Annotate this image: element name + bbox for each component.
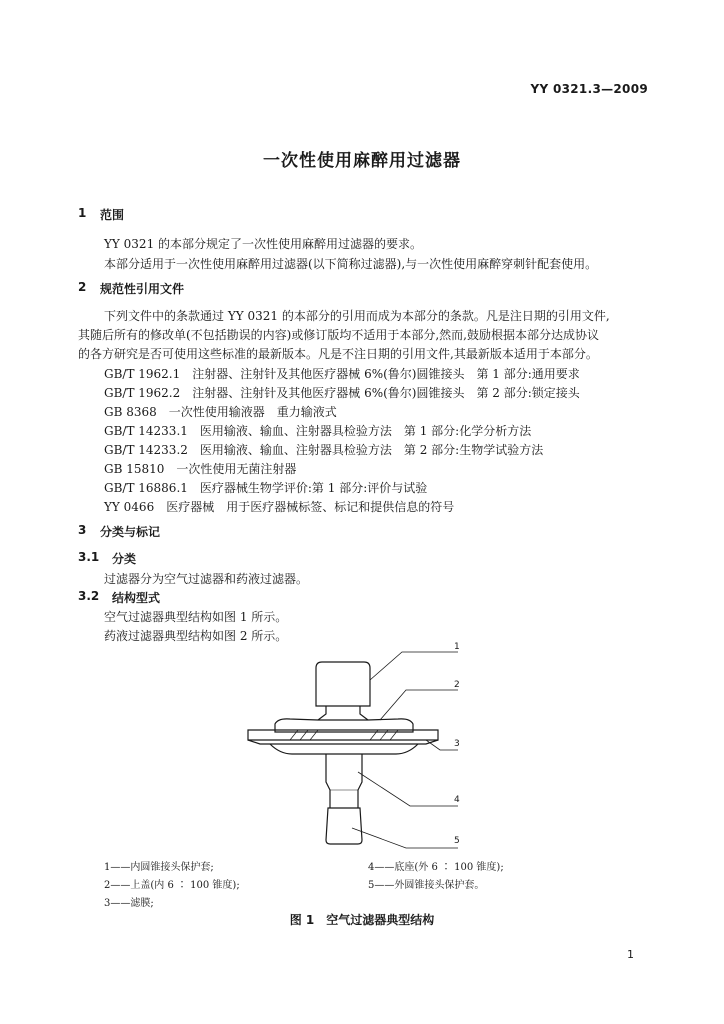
section-3-heading: 分类与标记 [100, 525, 161, 539]
structure-line-2: 药液过滤器典型结构如图 2 所示。 [104, 629, 288, 643]
reference-item: GB/T 16886.1 医疗器械生物学评价:第 1 部分:评价与试验 [104, 481, 428, 495]
legend-item: 1——内圆锥接头保护套; [104, 862, 214, 873]
classification-text: 过滤器分为空气过滤器和药液过滤器。 [104, 572, 309, 586]
upper-cover-neck [318, 706, 368, 720]
section-1-number: 1 [78, 206, 87, 220]
document-code: YY 0321.3—2009 [530, 82, 648, 96]
callout-label: 5 [454, 836, 460, 846]
callout-label: 3 [454, 739, 460, 749]
scope-paragraph-2: 本部分适用于一次性使用麻醉用过滤器(以下简称过滤器),与一次性使用麻醉穿刺针配套使用。 [104, 257, 598, 271]
legend-item: 2——上盖(内 6 ∶ 100 锥度); [104, 880, 240, 891]
section-3-number: 3 [78, 523, 87, 537]
callout-label: 2 [454, 680, 460, 690]
section-3-2-number: 3.2 [78, 589, 100, 603]
refs-paragraph-line: 的各方研究是否可使用这些标准的最新版本。凡是不注日期的引用文件,其最新版本适用于本部分。 [78, 347, 598, 361]
reference-item: GB/T 14233.2 医用输液、输血、注射器具检验方法 第 2 部分:生物学试验方法 [104, 443, 544, 457]
callout-label: 4 [454, 795, 460, 805]
callout-label: 1 [454, 642, 460, 652]
reference-item: GB 8368 一次性使用输液器 重力输液式 [104, 405, 337, 419]
inner-cone-protector-cap [316, 662, 370, 706]
section-2-number: 2 [78, 280, 87, 294]
document-title: 一次性使用麻醉用过滤器 [263, 151, 461, 171]
figure-caption: 图 1 空气过滤器典型结构 [289, 913, 435, 927]
scope-paragraph-1: YY 0321 的本部分规定了一次性使用麻醉用过滤器的要求。 [104, 237, 423, 251]
legend-item: 5——外圆锥接头保护套。 [368, 880, 485, 891]
legend-item: 4——底座(外 6 ∶ 100 锥度); [368, 862, 504, 873]
air-filter-drawing [230, 640, 470, 855]
section-3-2-heading: 结构型式 [112, 591, 161, 605]
reference-item: GB/T 1962.2 注射器、注射针及其他医疗器械 6%(鲁尔)圆锥接头 第 2 部分:锁定接头 [104, 386, 580, 400]
reference-item: GB 15810 一次性使用无菌注射器 [104, 462, 297, 476]
section-1-heading: 范围 [100, 208, 125, 222]
refs-paragraph-line: 其随后所有的修改单(不包括勘误的内容)或修订版均不适用于本部分,然而,鼓励根据本部分达成协议 [78, 328, 599, 342]
section-2-heading: 规范性引用文件 [100, 282, 185, 296]
outer-cone-protector-cap [326, 808, 362, 844]
reference-item: GB/T 14233.1 医用输液、输血、注射器具检验方法 第 1 部分:化学分析方法 [104, 424, 532, 438]
reference-item: YY 0466 医疗器械 用于医疗器械标签、标记和提供信息的符号 [104, 500, 455, 514]
section-3-1-heading: 分类 [112, 552, 137, 566]
refs-paragraph-line: 下列文件中的条款通过 YY 0321 的本部分的引用而成为本部分的条款。凡是注日期的引用文件, [104, 309, 610, 323]
structure-line-1: 空气过滤器典型结构如图 1 所示。 [104, 610, 288, 624]
legend-item: 3——滤膜; [104, 898, 154, 909]
section-3-1-number: 3.1 [78, 550, 100, 564]
reference-item: GB/T 1962.1 注射器、注射针及其他医疗器械 6%(鲁尔)圆锥接头 第 1 部分:通用要求 [104, 367, 580, 381]
page-number: 1 [627, 948, 634, 961]
base-stem [326, 754, 362, 808]
